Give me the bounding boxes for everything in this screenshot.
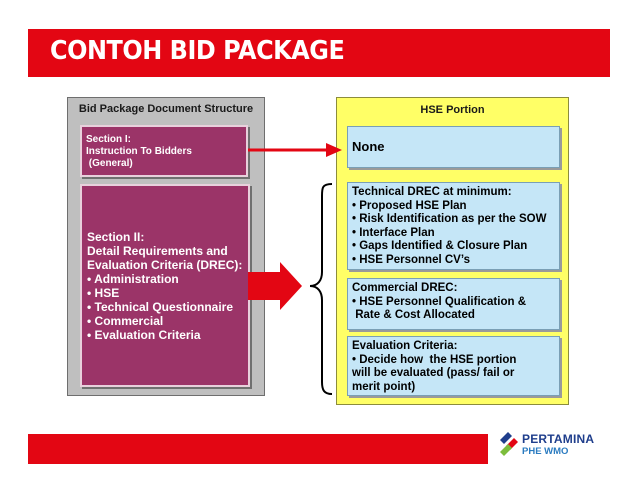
commercial-drec-line: Commercial DREC:: [352, 282, 458, 294]
section-2-line: • Administration: [87, 272, 179, 286]
technical-drec-line: • Interface Plan: [352, 226, 435, 239]
commercial-drec-line: • HSE Personnel Qualification &: [352, 295, 527, 308]
evaluation-criteria-line: merit point): [352, 380, 416, 393]
section-2-line: • HSE: [87, 286, 120, 300]
section-2-line: Evaluation Criteria (DREC):: [87, 258, 243, 272]
technical-drec-line: • Proposed HSE Plan: [352, 199, 467, 212]
section-2-line: Section II:: [87, 230, 145, 244]
evaluation-criteria-line: • Decide how the HSE portion: [352, 353, 517, 366]
commercial-drec-line: Rate & Cost Allocated: [352, 309, 475, 321]
logo-name: PERTAMINA: [522, 432, 595, 446]
curly-brace: [310, 184, 332, 394]
technical-drec-line: • Gaps Identified & Closure Plan: [352, 240, 528, 252]
section-2-line: • Technical Questionnaire: [87, 300, 234, 314]
section-2-line: Detail Requirements and: [87, 244, 228, 258]
pertamina-logo-icon: [496, 430, 522, 460]
section-1-line: (General): [86, 158, 133, 169]
technical-drec-line: • Risk Identification as per the SOW: [352, 213, 547, 225]
slide-title: CONTOH BID PACKAGE: [50, 36, 345, 66]
pertamina-logo: [496, 426, 616, 466]
section-2-line: • Commercial: [87, 314, 164, 328]
technical-drec-line: • HSE Personnel CV’s: [352, 253, 470, 266]
left-panel-header: Bid Package Document Structure: [78, 103, 254, 115]
evaluation-criteria-line: will be evaluated (pass/ fail or: [352, 367, 515, 379]
right-panel-header: HSE Portion: [420, 104, 485, 116]
section-2-block-arrow: [248, 262, 302, 310]
evaluation-criteria-line: Evaluation Criteria:: [352, 340, 458, 352]
hse-none-text: None: [352, 139, 385, 154]
section-1-line: Section I:: [86, 134, 132, 145]
technical-drec-line: Technical DREC at minimum:: [352, 186, 512, 198]
footer-bar: [28, 434, 488, 464]
logo-subtitle: PHE WMO: [522, 446, 569, 457]
section-2-line: • Evaluation Criteria: [87, 328, 201, 342]
section-1-line: Instruction To Bidders: [86, 146, 192, 157]
section-1-to-none-arrow: [248, 143, 342, 157]
